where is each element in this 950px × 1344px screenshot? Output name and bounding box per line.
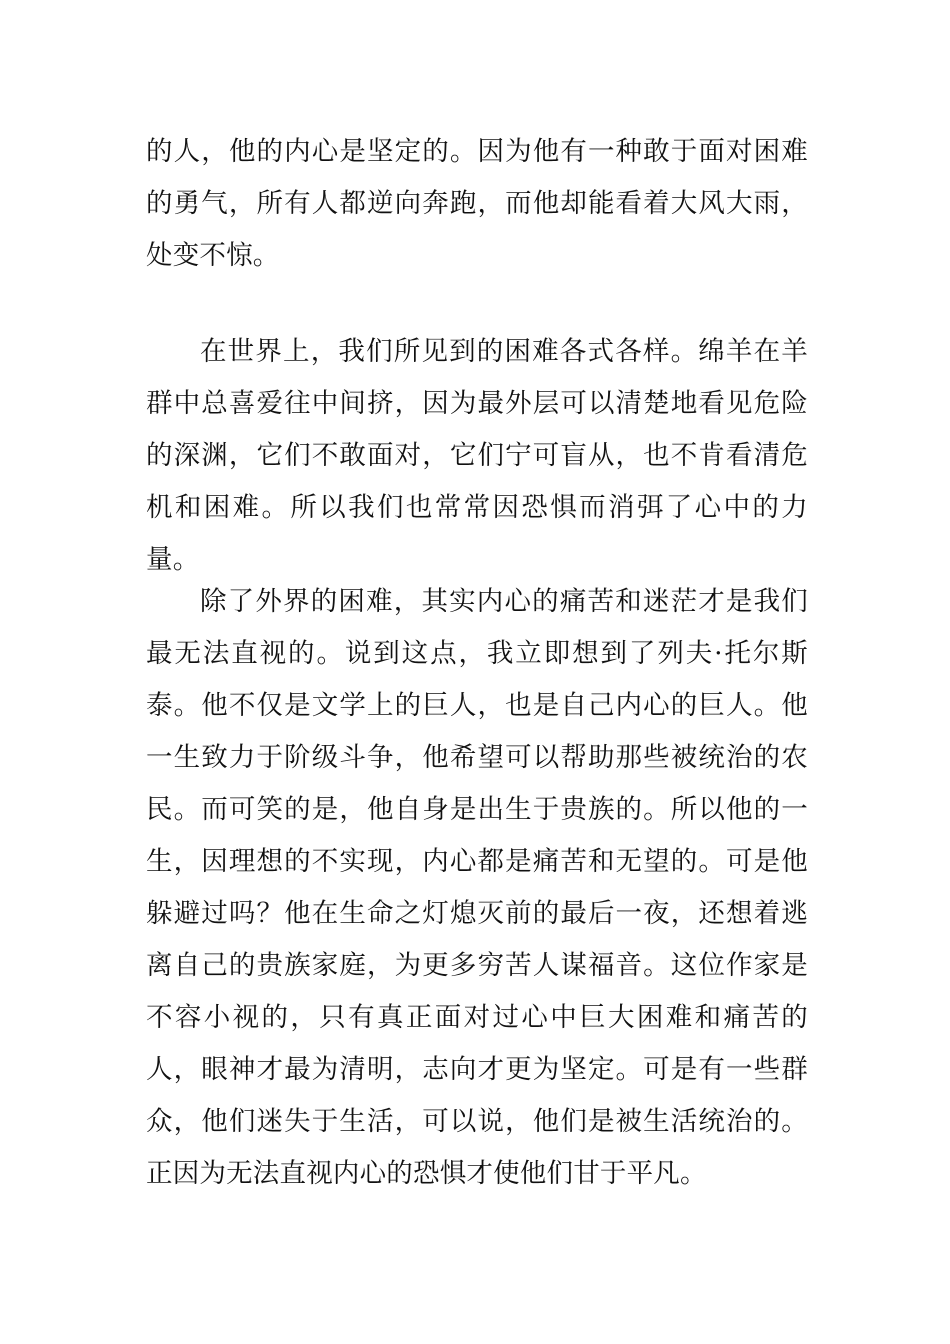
paragraph-sheep: 在世界上，我们所见到的困难各式各样。绵羊在羊群中总喜爱往中间挤，因为最外层可以清楚地看见危险的深渊，它们不敢面对，它们宁可盲从，也不肯看清危机和困难。所以我们也常常因恐惧而消弭了心中的力量。 bbox=[146, 336, 808, 575]
paragraph-continuation: 的人，他的内心是坚定的。因为他有一种敢于面对困难的勇气，所有人都逆向奔跑，而他却能看着大风大雨，处变不惊。 bbox=[146, 136, 808, 271]
paragraph-tolstoy: 除了外界的困难，其实内心的痛苦和迷茫才是我们最无法直视的。说到这点，我立即想到了列夫·托尔斯泰。他不仅是文学上的巨人，也是自己内心的巨人。他一生致力于阶级斗争，他希望可以帮助那些被统治的农民。而可笑的是，他自身是出生于贵族的。所以他的一生，因理想的不实现，内心都是痛苦和无望的。可是他躲避过吗？他在生命之灯熄灭前的最后一夜，还想着逃离自己的贵族家庭，为更多穷苦人谋福音。这位作家是不容小视的，只有真正面对过心中巨大困难和痛苦的人，眼神才最为清明，志向才更为坚定。可是有一些群众，他们迷失于生活，可以说，他们是被生活统治的。正因为无法直视内心的恐惧才使他们甘于平凡。 bbox=[146, 586, 808, 1189]
